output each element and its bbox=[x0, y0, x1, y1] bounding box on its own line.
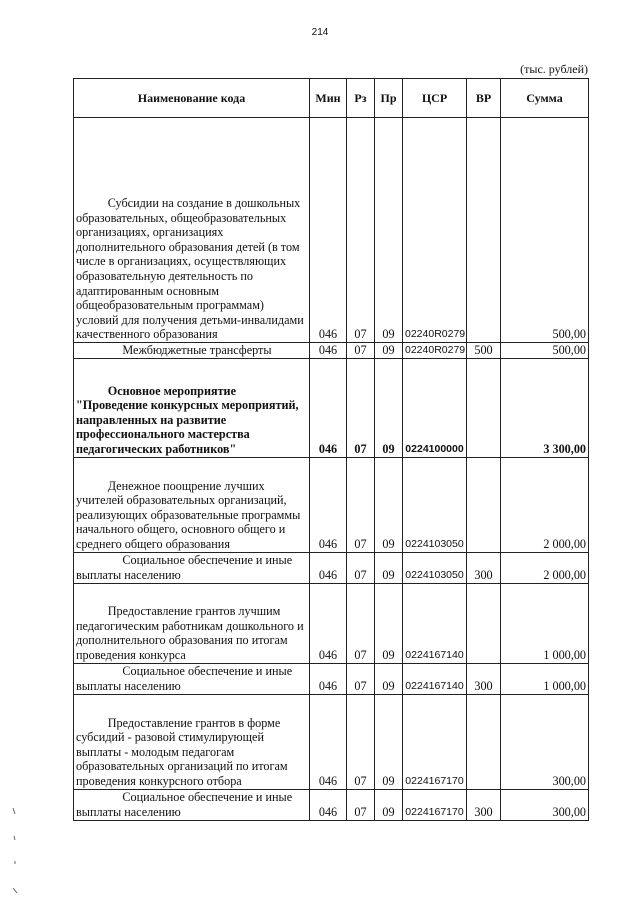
row-pr: 09 bbox=[375, 358, 403, 457]
row-rz: 07 bbox=[347, 457, 375, 552]
budget-table bbox=[73, 78, 589, 821]
row-csr: 02240R0279 bbox=[403, 343, 467, 359]
table-row bbox=[74, 358, 589, 457]
row-csr: 0224167170 bbox=[403, 789, 467, 820]
row-min: 046 bbox=[310, 663, 347, 694]
row-min: 046 bbox=[310, 694, 347, 789]
table-row bbox=[74, 343, 589, 359]
row-sum: 300,00 bbox=[501, 694, 589, 789]
row-csr: 0224167170 bbox=[403, 694, 467, 789]
row-name: Социальное обеспечение и иные выплаты населению bbox=[76, 664, 293, 693]
row-vr: 300 bbox=[467, 789, 501, 820]
row-csr: 02240R0279 bbox=[403, 118, 467, 343]
row-sum: 500,00 bbox=[501, 343, 589, 359]
row-min: 046 bbox=[310, 552, 347, 583]
row-sum: 1 000,00 bbox=[501, 663, 589, 694]
table-header-row bbox=[74, 79, 589, 118]
row-name: Субсидии на создание в дошкольных образовательных, общеобразовательных организациях, организациях дополнительного образования детей (в том числе в организациях, осуществляющих образовательную деятельность по адаптированным основным общеобразовательным программам) условий для получения детьми-инвалидами качественного образования bbox=[76, 196, 304, 342]
row-sum: 1 000,00 bbox=[501, 583, 589, 663]
row-rz: 07 bbox=[347, 663, 375, 694]
row-name: Денежное поощрение лучших учителей образовательных организаций, реализующих образовательные программы начального общего, основного общего и среднего общего образования bbox=[76, 478, 301, 551]
row-min: 046 bbox=[310, 457, 347, 552]
row-csr: 0224103050 bbox=[403, 457, 467, 552]
row-pr: 09 bbox=[375, 789, 403, 820]
units-label: (тыс. рублей) bbox=[520, 62, 588, 76]
row-pr: 09 bbox=[375, 457, 403, 552]
header-csr: ЦСР bbox=[403, 79, 467, 118]
row-min: 046 bbox=[310, 118, 347, 343]
row-sum: 2 000,00 bbox=[501, 552, 589, 583]
row-vr bbox=[467, 457, 501, 552]
table-row bbox=[74, 118, 589, 343]
header-name: Наименование кода bbox=[74, 79, 310, 118]
row-sum: 300,00 bbox=[501, 789, 589, 820]
row-rz: 07 bbox=[347, 694, 375, 789]
table-row bbox=[74, 552, 589, 583]
row-sum: 3 300,00 bbox=[501, 358, 589, 457]
row-csr: 0224103050 bbox=[403, 552, 467, 583]
table-row bbox=[74, 663, 589, 694]
row-vr: 500 bbox=[467, 343, 501, 359]
table-row bbox=[74, 789, 589, 820]
row-name: Предоставление грантов в форме субсидий - разовой стимулирующей выплаты - молодым педагогам образовательных организаций по итогам проведения конкурсного отбора bbox=[76, 715, 288, 788]
row-name: Социальное обеспечение и иные выплаты населению bbox=[76, 553, 293, 582]
row-pr: 09 bbox=[375, 694, 403, 789]
row-min: 046 bbox=[310, 343, 347, 359]
header-sum: Сумма bbox=[501, 79, 589, 118]
row-rz: 07 bbox=[347, 343, 375, 359]
row-rz: 07 bbox=[347, 118, 375, 343]
row-rz: 07 bbox=[347, 789, 375, 820]
row-min: 046 bbox=[310, 789, 347, 820]
row-min: 046 bbox=[310, 358, 347, 457]
row-sum: 2 000,00 bbox=[501, 457, 589, 552]
table-row bbox=[74, 457, 589, 552]
header-pr: Пр bbox=[375, 79, 403, 118]
row-csr: 0224167140 bbox=[403, 583, 467, 663]
row-name: Основное мероприятие "Проведение конкурсных мероприятий, направленных на развитие профессионального мастерства педагогических работников" bbox=[76, 383, 299, 456]
row-vr: 300 bbox=[467, 552, 501, 583]
header-min: Мин bbox=[310, 79, 347, 118]
row-pr: 09 bbox=[375, 583, 403, 663]
row-pr: 09 bbox=[375, 552, 403, 583]
row-pr: 09 bbox=[375, 118, 403, 343]
row-vr bbox=[467, 118, 501, 343]
row-pr: 09 bbox=[375, 343, 403, 359]
table-row bbox=[74, 583, 589, 663]
row-name: Социальное обеспечение и иные выплаты населению bbox=[76, 790, 293, 819]
row-min: 046 bbox=[310, 583, 347, 663]
row-name: Предоставление грантов лучшим педагогическим работникам дошкольного и дополнительного образования по итогам проведения конкурса bbox=[76, 604, 304, 662]
row-csr: 0224167140 bbox=[403, 663, 467, 694]
row-rz: 07 bbox=[347, 583, 375, 663]
table-row bbox=[74, 694, 589, 789]
row-rz: 07 bbox=[347, 358, 375, 457]
row-name: Межбюджетные трансферты bbox=[122, 343, 272, 357]
row-vr: 300 bbox=[467, 663, 501, 694]
row-rz: 07 bbox=[347, 552, 375, 583]
row-sum: 500,00 bbox=[501, 118, 589, 343]
row-vr bbox=[467, 583, 501, 663]
page-number: 214 bbox=[311, 27, 329, 38]
row-vr bbox=[467, 358, 501, 457]
header-vr: ВР bbox=[467, 79, 501, 118]
row-pr: 09 bbox=[375, 663, 403, 694]
row-vr bbox=[467, 694, 501, 789]
header-rz: Рз bbox=[347, 79, 375, 118]
scan-artifacts bbox=[10, 806, 20, 896]
row-csr: 0224100000 bbox=[403, 358, 467, 457]
